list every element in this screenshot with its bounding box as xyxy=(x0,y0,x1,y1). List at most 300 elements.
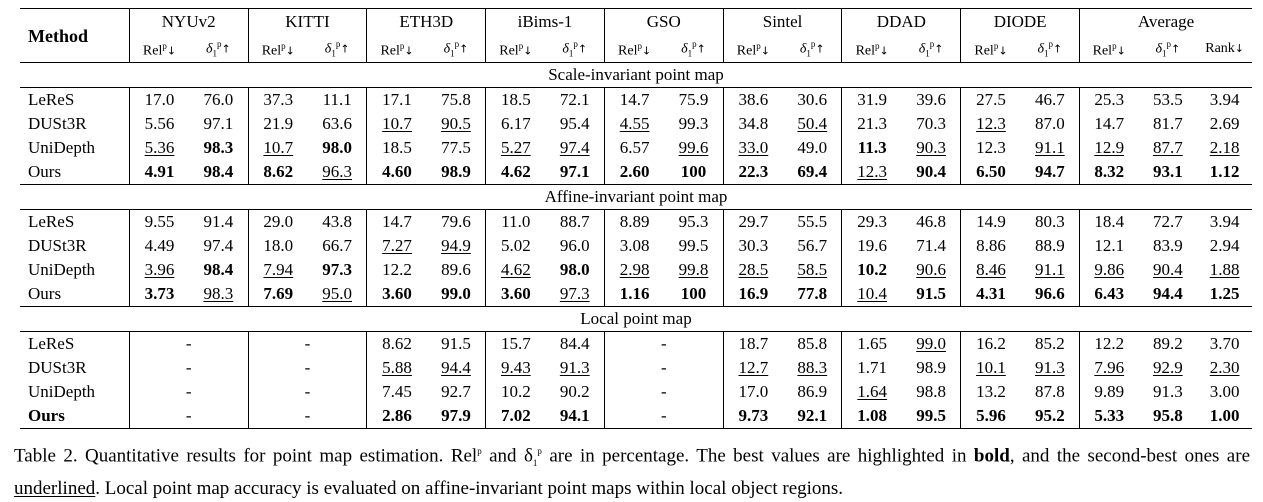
table-cell xyxy=(902,380,961,404)
cell-value: 80.3 xyxy=(1034,212,1065,232)
metric-sup: p xyxy=(217,39,222,49)
cell-value: 96.3 xyxy=(322,162,353,182)
cell-value: 10.7 xyxy=(382,114,412,134)
table-cell xyxy=(1080,88,1139,113)
metric-sup: p xyxy=(281,40,286,51)
cell-value: 1.25 xyxy=(1209,284,1240,304)
table-cell xyxy=(129,356,248,380)
table-cell xyxy=(723,160,783,185)
table-cell xyxy=(723,282,783,307)
table-row xyxy=(20,160,1252,185)
header-metric-delta xyxy=(783,35,842,63)
header-metric-rel xyxy=(723,35,783,63)
cell-value: 7.45 xyxy=(382,382,412,402)
table-cell xyxy=(427,112,486,136)
cell-value: 91.5 xyxy=(441,334,471,354)
cell-value: 1.88 xyxy=(1209,260,1240,280)
metric-sub: 1 xyxy=(212,48,218,59)
table-cell xyxy=(367,136,427,160)
cell-value: 14.7 xyxy=(619,90,650,110)
table-cell xyxy=(248,210,308,235)
header-dataset: ETH3D xyxy=(367,9,486,36)
table-cell xyxy=(783,258,842,282)
caption-text-2: and δ xyxy=(481,445,533,467)
table-cell xyxy=(486,258,546,282)
table-cell xyxy=(546,112,605,136)
cell-value: 9.43 xyxy=(500,358,531,378)
cell-value: - xyxy=(660,334,667,354)
table-cell xyxy=(546,282,605,307)
table-cell xyxy=(486,282,546,307)
table-cell xyxy=(1138,380,1197,404)
table-cell xyxy=(842,332,902,357)
cell-value: 5.33 xyxy=(1094,406,1125,426)
cell-value: 95.0 xyxy=(322,284,353,304)
table-row xyxy=(20,282,1252,307)
table-cell xyxy=(248,404,367,429)
cell-value: 75.8 xyxy=(441,90,471,110)
table-cell xyxy=(961,380,1021,404)
cell-value: 98.3 xyxy=(203,284,234,304)
table-cell xyxy=(1138,88,1197,113)
cell-value: 98.8 xyxy=(916,382,946,402)
table-cell xyxy=(546,160,605,185)
table-cell xyxy=(961,88,1021,113)
arrow-down-icon: ↓ xyxy=(998,44,1008,58)
metric-sup: p xyxy=(875,40,880,51)
cell-value: 17.0 xyxy=(144,90,175,110)
cell-value: 90.6 xyxy=(916,260,946,280)
cell-value: 14.9 xyxy=(976,212,1006,232)
arrow-down-icon: ↓ xyxy=(404,44,414,58)
header-metric-rel xyxy=(486,35,546,63)
cell-value: 39.6 xyxy=(916,90,946,110)
cell-value: 3.73 xyxy=(144,284,175,304)
table-cell xyxy=(546,136,605,160)
table-cell xyxy=(308,112,367,136)
header-metric-delta xyxy=(902,35,961,63)
metric-sup: p xyxy=(1112,40,1117,51)
cell-value: 6.50 xyxy=(976,162,1006,182)
table-row xyxy=(20,332,1252,357)
table-cell xyxy=(842,210,902,235)
cell-value: 98.0 xyxy=(559,260,590,280)
cell-value: 1.71 xyxy=(857,358,888,378)
cell-value: 90.5 xyxy=(441,114,471,134)
table-cell xyxy=(129,112,189,136)
table-cell xyxy=(427,160,486,185)
table-cell xyxy=(961,160,1021,185)
table-cell xyxy=(427,404,486,429)
table-cell xyxy=(723,88,783,113)
cell-value: 1.12 xyxy=(1209,162,1240,182)
table-cell xyxy=(427,88,486,113)
cell-value: 12.3 xyxy=(976,114,1006,134)
table-cell xyxy=(1080,160,1139,185)
cell-value: 88.9 xyxy=(1034,236,1065,256)
cell-value: 30.6 xyxy=(797,90,828,110)
table-cell xyxy=(1197,332,1252,357)
arrow-up-icon: ↑ xyxy=(221,42,231,56)
table-cell xyxy=(723,332,783,357)
cell-value: 8.89 xyxy=(619,212,650,232)
table-cell xyxy=(367,380,427,404)
cell-value: 100 xyxy=(680,162,707,182)
cell-value: 12.7 xyxy=(738,358,769,378)
cell-value: 19.6 xyxy=(857,236,888,256)
cell-value: 12.2 xyxy=(1094,334,1125,354)
table-cell xyxy=(367,356,427,380)
cell-value: - xyxy=(660,406,667,426)
cell-value: 98.3 xyxy=(203,138,234,158)
row-method: DUSt3R xyxy=(20,356,129,380)
table-cell xyxy=(604,380,723,404)
cell-value: 3.60 xyxy=(382,284,412,304)
cell-value: 16.2 xyxy=(976,334,1006,354)
row-method: LeReS xyxy=(20,88,129,113)
section-header-row xyxy=(20,185,1252,210)
table-cell xyxy=(604,404,723,429)
arrow-up-icon: ↑ xyxy=(815,42,825,56)
table-cell xyxy=(308,234,367,258)
cell-value: 4.91 xyxy=(144,162,175,182)
metric-delta-label: δ xyxy=(1155,41,1162,57)
table-cell xyxy=(961,332,1021,357)
cell-value: 1.08 xyxy=(857,406,888,426)
table-cell xyxy=(783,88,842,113)
table-cell xyxy=(1197,112,1252,136)
cell-value: 90.2 xyxy=(559,382,590,402)
table-cell xyxy=(1138,332,1197,357)
metric-rel-label: Rel xyxy=(380,43,400,59)
metric-delta-label: δ xyxy=(918,41,926,57)
cell-value: 2.60 xyxy=(619,162,650,182)
table-cell xyxy=(129,234,189,258)
cell-value: 2.98 xyxy=(619,260,650,280)
table-cell xyxy=(604,210,664,235)
metric-rel-label: Rel xyxy=(142,43,163,59)
metric-sup: p xyxy=(637,40,642,51)
metric-delta-label: δ xyxy=(324,41,332,57)
cell-value: 97.1 xyxy=(203,114,234,134)
cell-value: 97.9 xyxy=(441,406,471,426)
cell-value: 92.7 xyxy=(441,382,471,402)
cell-value: 3.96 xyxy=(144,260,175,280)
table-cell xyxy=(961,356,1021,380)
table-cell xyxy=(189,210,248,235)
arrow-down-icon: ↓ xyxy=(1234,41,1245,55)
cell-value: 97.4 xyxy=(559,138,590,158)
cell-value: 9.89 xyxy=(1094,382,1125,402)
table-cell xyxy=(723,404,783,429)
row-method: Ours xyxy=(20,160,129,185)
cell-value: - xyxy=(185,358,192,378)
cell-value: 5.36 xyxy=(144,138,175,158)
table-cell xyxy=(1138,234,1197,258)
cell-value: 99.0 xyxy=(441,284,471,304)
table-cell xyxy=(1021,356,1080,380)
table-cell xyxy=(664,88,723,113)
cell-value: 71.4 xyxy=(916,236,946,256)
table-cell xyxy=(664,258,723,282)
table-cell xyxy=(902,160,961,185)
table-row xyxy=(20,136,1252,160)
table-cell xyxy=(783,160,842,185)
results-table-wrapper xyxy=(20,8,1252,429)
cell-value: 6.57 xyxy=(619,138,650,158)
cell-value: 95.3 xyxy=(678,212,709,232)
header-metric-rel xyxy=(961,35,1021,63)
cell-value: 99.5 xyxy=(678,236,709,256)
table-caption xyxy=(14,438,1250,502)
cell-value: - xyxy=(304,382,311,402)
cell-value: 31.9 xyxy=(857,90,888,110)
metric-delta-label: δ xyxy=(562,41,569,57)
table-cell xyxy=(664,210,723,235)
metric-sup: p xyxy=(518,40,524,51)
table-cell xyxy=(546,88,605,113)
table-cell xyxy=(1080,210,1139,235)
metric-sub: 1 xyxy=(806,48,811,59)
cell-value: 91.3 xyxy=(1034,358,1065,378)
table-cell xyxy=(427,258,486,282)
cell-value: 11.0 xyxy=(501,212,531,232)
cell-value: 3.94 xyxy=(1209,90,1240,110)
cell-value: 98.9 xyxy=(916,358,946,378)
arrow-up-icon: ↑ xyxy=(934,42,944,56)
table-cell xyxy=(367,404,427,429)
metric-rel-label: Rel xyxy=(618,43,638,59)
table-cell xyxy=(902,282,961,307)
table-cell xyxy=(129,282,189,307)
metric-sub: 1 xyxy=(687,48,693,59)
table-cell xyxy=(1080,404,1139,429)
table-cell xyxy=(427,332,486,357)
cell-value: 3.70 xyxy=(1209,334,1240,354)
cell-value: - xyxy=(660,382,667,402)
table-cell xyxy=(129,258,189,282)
table-cell xyxy=(842,380,902,404)
table-cell xyxy=(783,112,842,136)
table-cell xyxy=(1080,332,1139,357)
cell-value: 14.7 xyxy=(1094,114,1125,134)
cell-value: 2.18 xyxy=(1209,138,1240,158)
table-cell xyxy=(783,282,842,307)
cell-value: 5.88 xyxy=(382,358,412,378)
table-cell xyxy=(1021,234,1080,258)
cell-value: 4.31 xyxy=(976,284,1006,304)
cell-value: 94.4 xyxy=(1152,284,1183,304)
arrow-up-icon: ↑ xyxy=(459,42,469,56)
table-cell xyxy=(427,380,486,404)
table-cell xyxy=(486,88,546,113)
table-cell xyxy=(1138,404,1197,429)
table-cell xyxy=(1197,282,1252,307)
table-cell xyxy=(308,210,367,235)
table-cell xyxy=(486,160,546,185)
table-cell xyxy=(604,136,664,160)
cell-value: 1.64 xyxy=(857,382,888,402)
cell-value: - xyxy=(304,334,311,354)
cell-value: 89.6 xyxy=(441,260,471,280)
cell-value: 14.7 xyxy=(382,212,412,232)
table-cell xyxy=(1197,160,1252,185)
table-cell xyxy=(248,332,367,357)
table-cell xyxy=(604,160,664,185)
cell-value: 1.16 xyxy=(619,284,650,304)
table-cell xyxy=(367,332,427,357)
metric-sup: p xyxy=(692,39,697,49)
cell-value: 96.0 xyxy=(559,236,590,256)
table-cell xyxy=(1021,282,1080,307)
table-cell xyxy=(723,112,783,136)
row-method: UniDepth xyxy=(20,380,129,404)
header-metric-delta xyxy=(308,35,367,63)
table-cell xyxy=(427,210,486,235)
cell-value: 85.8 xyxy=(797,334,828,354)
cell-value: 17.1 xyxy=(382,90,412,110)
table-cell xyxy=(1197,380,1252,404)
table-cell xyxy=(664,282,723,307)
caption-text-1: Table 2. Quantitative results for point map estimation. Rel xyxy=(14,445,478,467)
header-metric-rel xyxy=(842,35,902,63)
cell-value: 3.00 xyxy=(1209,382,1240,402)
table-cell xyxy=(902,404,961,429)
metric-rel-label: Rel xyxy=(499,43,519,59)
cell-value: 4.49 xyxy=(144,236,175,256)
table-cell xyxy=(129,136,189,160)
arrow-up-icon: ↑ xyxy=(1170,42,1181,56)
cell-value: 9.73 xyxy=(738,406,769,426)
cell-value: 53.5 xyxy=(1152,90,1183,110)
cell-value: 88.7 xyxy=(559,212,590,232)
table-cell xyxy=(486,332,546,357)
header-metric-rank xyxy=(1197,35,1252,63)
table-cell xyxy=(902,356,961,380)
table-cell xyxy=(189,282,248,307)
cell-value: 13.2 xyxy=(976,382,1006,402)
cell-value: 98.4 xyxy=(203,162,234,182)
cell-value: 37.3 xyxy=(263,90,294,110)
row-method: LeReS xyxy=(20,210,129,235)
header-metric-delta xyxy=(1138,35,1197,63)
header-metric-delta xyxy=(546,35,605,63)
cell-value: 4.62 xyxy=(500,260,531,280)
table-cell xyxy=(1021,210,1080,235)
header-metric-rel xyxy=(129,35,189,63)
table-cell xyxy=(546,404,605,429)
header-metric-rel xyxy=(248,35,308,63)
table-cell xyxy=(902,234,961,258)
cell-value: 29.7 xyxy=(738,212,769,232)
table-cell xyxy=(129,404,248,429)
table-cell xyxy=(486,234,546,258)
table-cell xyxy=(189,88,248,113)
table-cell xyxy=(189,136,248,160)
cell-value: 91.1 xyxy=(1034,260,1065,280)
table-cell xyxy=(486,380,546,404)
table-cell xyxy=(842,88,902,113)
cell-value: 56.7 xyxy=(797,236,828,256)
cell-value: 97.3 xyxy=(559,284,590,304)
table-cell xyxy=(308,282,367,307)
cell-value: - xyxy=(660,358,667,378)
arrow-down-icon: ↓ xyxy=(879,44,889,58)
cell-value: 38.6 xyxy=(738,90,769,110)
cell-value: 92.1 xyxy=(797,406,828,426)
header-metric-delta xyxy=(189,35,248,63)
cell-value: 90.4 xyxy=(916,162,946,182)
table-cell xyxy=(723,258,783,282)
header-dataset: iBims-1 xyxy=(486,9,605,36)
cell-value: 18.7 xyxy=(738,334,769,354)
table-cell xyxy=(367,258,427,282)
cell-value: 87.8 xyxy=(1034,382,1065,402)
table-cell xyxy=(664,160,723,185)
table-cell xyxy=(842,112,902,136)
cell-value: 12.1 xyxy=(1094,236,1125,256)
cell-value: 98.0 xyxy=(322,138,353,158)
cell-value: 99.8 xyxy=(678,260,709,280)
table-cell xyxy=(783,356,842,380)
table-cell xyxy=(189,258,248,282)
table-cell xyxy=(961,234,1021,258)
cell-value: 95.2 xyxy=(1034,406,1065,426)
row-method: LeReS xyxy=(20,332,129,357)
metric-sup: p xyxy=(756,40,761,51)
table-cell xyxy=(546,332,605,357)
cell-value: 22.3 xyxy=(738,162,769,182)
header-method: Method xyxy=(20,9,129,63)
table-cell xyxy=(546,234,605,258)
cell-value: 95.4 xyxy=(559,114,590,134)
metric-delta-label: δ xyxy=(206,41,213,57)
cell-value: 18.4 xyxy=(1094,212,1125,232)
cell-value: 1.65 xyxy=(857,334,888,354)
table-cell xyxy=(842,136,902,160)
table-cell xyxy=(248,136,308,160)
cell-value: 72.1 xyxy=(559,90,590,110)
header-dataset: GSO xyxy=(604,9,723,36)
cell-value: 15.7 xyxy=(500,334,531,354)
table-cell xyxy=(842,258,902,282)
caption-underline-word: underlined xyxy=(14,478,96,500)
table-cell xyxy=(367,210,427,235)
table-cell xyxy=(1138,282,1197,307)
table-cell xyxy=(308,258,367,282)
table-cell xyxy=(723,356,783,380)
cell-value: 10.1 xyxy=(976,358,1006,378)
header-dataset: DDAD xyxy=(842,9,961,36)
metric-sub: 1 xyxy=(1161,48,1167,59)
table-cell xyxy=(189,160,248,185)
table-cell xyxy=(189,234,248,258)
row-method: UniDepth xyxy=(20,136,129,160)
cell-value: 29.0 xyxy=(263,212,294,232)
table-cell xyxy=(546,356,605,380)
table-cell xyxy=(308,88,367,113)
table-cell xyxy=(486,404,546,429)
table-cell xyxy=(129,160,189,185)
table-cell xyxy=(1197,356,1252,380)
cell-value: 34.8 xyxy=(738,114,769,134)
cell-value: 91.1 xyxy=(1034,138,1065,158)
table-cell xyxy=(1138,112,1197,136)
table-cell xyxy=(783,210,842,235)
table-cell xyxy=(723,210,783,235)
cell-value: 92.9 xyxy=(1152,358,1183,378)
table-cell xyxy=(1021,112,1080,136)
